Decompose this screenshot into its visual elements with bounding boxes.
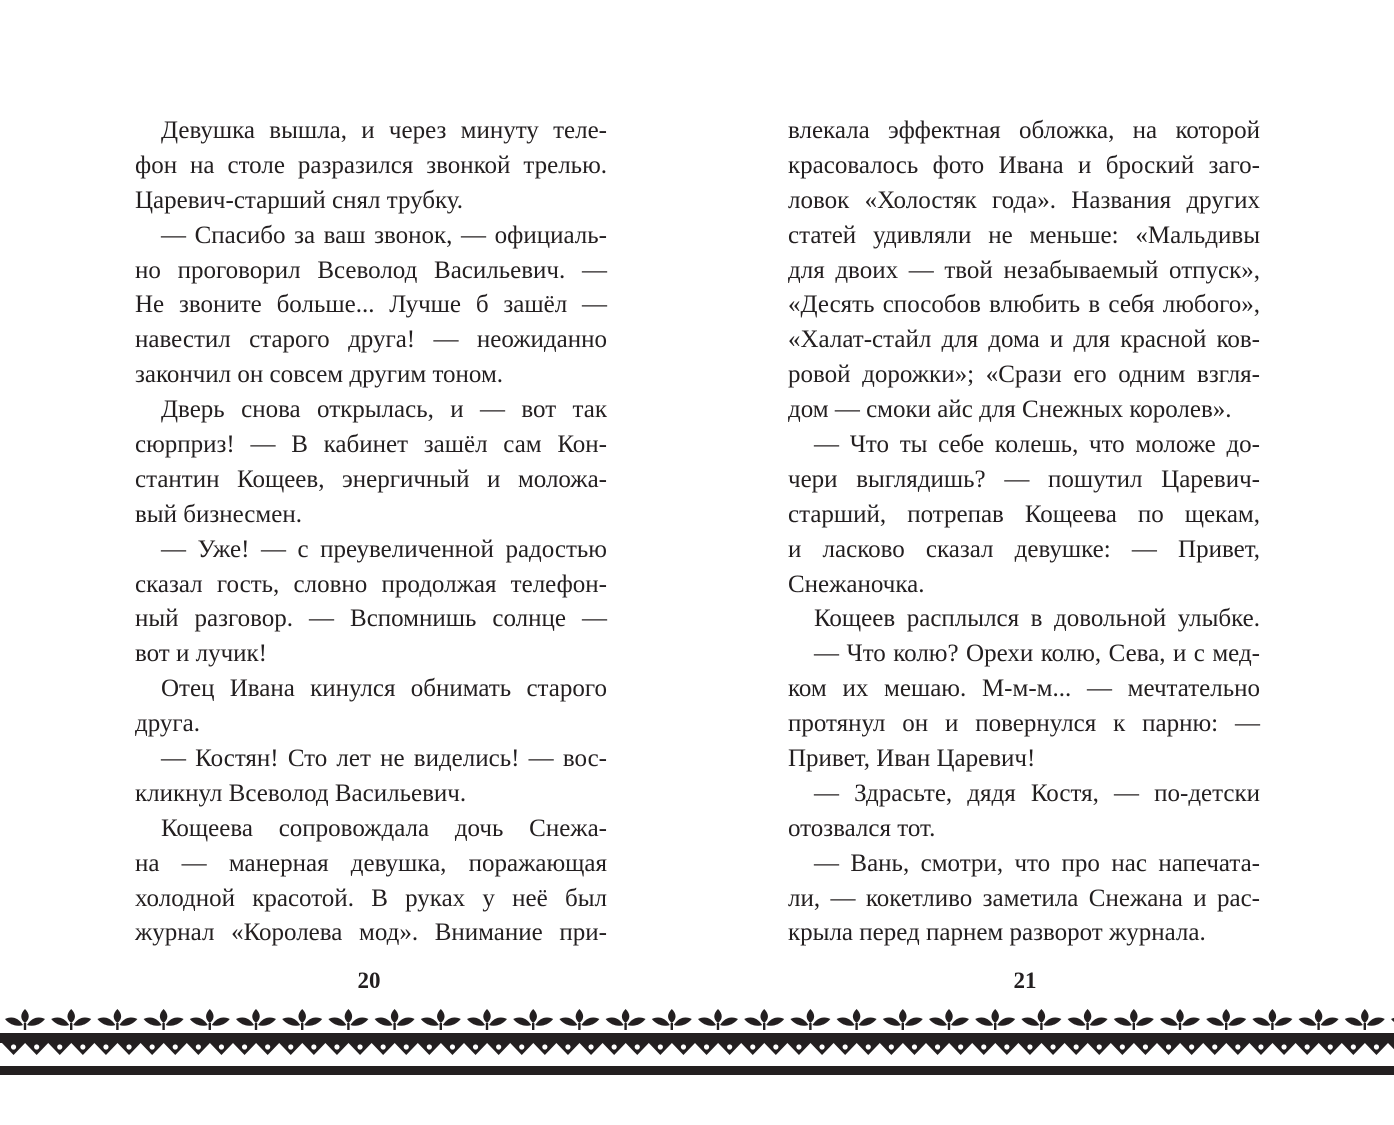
text-line: Снежаночка.	[788, 570, 925, 598]
ornament-dot	[1351, 1044, 1356, 1049]
text-line: Кощеев расплылся в довольной улыбке.	[814, 605, 1260, 633]
text-line: дом — смоки айс для Снежных королев».	[788, 396, 1232, 424]
ornament-dot	[242, 1044, 247, 1049]
ornament-dot	[612, 1044, 617, 1049]
ornament-dot	[473, 1044, 478, 1049]
text-line: сюрприз! — В кабинет зашёл сам Кон-	[135, 431, 607, 459]
ornament-dot	[889, 1044, 894, 1049]
text-line: Царевич-старший снял трубку.	[135, 186, 464, 214]
text-line: — Уже! — с преувеличенной радостью	[161, 535, 607, 563]
ornament-dot	[727, 1044, 732, 1049]
text-line: Отец Ивана кинулся обнимать старого	[161, 675, 607, 703]
leaf-motif	[5, 1009, 45, 1030]
ornament-dot	[1374, 1044, 1379, 1049]
text-line: — Что колю? Орехи колю, Сева, и с мед-	[814, 640, 1260, 668]
ornament-dot	[681, 1044, 686, 1049]
left-page-number: 20	[357, 968, 381, 993]
ornament-dot	[496, 1044, 501, 1049]
ornament-dot	[635, 1044, 640, 1049]
text-line: «Халат-стайл для дома и для красной ков-	[788, 326, 1260, 354]
ornament-dot	[981, 1044, 986, 1049]
ornament-dot	[196, 1044, 201, 1049]
text-line: старший, потрепав Кощеева по щекам,	[788, 500, 1260, 528]
text-line: и ласково сказал девушке: — Привет,	[788, 535, 1260, 563]
text-line: ли, — кокетливо заметила Снежана и рас-	[788, 884, 1260, 912]
text-line: ком их мешаю. М-м-м... — мечтательно	[788, 675, 1260, 703]
ornament-dot	[381, 1044, 386, 1049]
text-line: друга.	[135, 710, 200, 738]
leaf-motif	[1160, 1009, 1200, 1030]
text-line: — Спасибо за ваш звонок, — официаль-	[161, 221, 607, 249]
text-line: — Вань, смотри, что про нас напечата-	[814, 849, 1260, 877]
text-line: красовалось фото Ивана и броский заго-	[788, 151, 1260, 179]
text-line: навестил старого друга! — неожиданно	[135, 326, 607, 354]
right-page	[697, 0, 1394, 1000]
ornament-dot	[796, 1044, 801, 1049]
right-page-number: 21	[1013, 968, 1037, 993]
ornament-dot	[103, 1044, 108, 1049]
ornament-dot	[1328, 1044, 1333, 1049]
ornament-dot	[1235, 1044, 1240, 1049]
ornament-dot	[843, 1044, 848, 1049]
ornament-dot	[1166, 1044, 1171, 1049]
leaf-motif	[467, 1009, 507, 1030]
leaf-motif	[1068, 1009, 1108, 1030]
ornament-dot	[1004, 1044, 1009, 1049]
text-line: фон на столе разразился звонкой трелью.	[135, 151, 607, 179]
ornament-dot	[357, 1044, 362, 1049]
leaf-motif	[513, 1009, 553, 1030]
leaf-motif	[559, 1009, 599, 1030]
ornament-dot	[288, 1044, 293, 1049]
leaf-motif	[1114, 1009, 1154, 1030]
ornament-dot	[866, 1044, 871, 1049]
text-line: журнал «Королева мод». Внимание при-	[135, 919, 607, 947]
ornament-dot	[265, 1044, 270, 1049]
leaf-border-ornament	[0, 1003, 1394, 1083]
ornament-dot	[588, 1044, 593, 1049]
leaf-motif	[1021, 1009, 1061, 1030]
ornament-dot	[173, 1044, 178, 1049]
text-line: влекала эффектная обложка, на которой	[788, 117, 1260, 144]
text-line: вот и лучик!	[135, 640, 268, 668]
text-line: — Костян! Сто лет не виделись! — вос-	[161, 745, 607, 773]
leaf-motif	[929, 1009, 969, 1030]
leaf-motif	[97, 1009, 137, 1030]
leaf-motif	[1206, 1009, 1246, 1030]
ornament-dot	[404, 1044, 409, 1049]
leaf-motif	[328, 1009, 368, 1030]
ornament-dot	[1189, 1044, 1194, 1049]
leaf-motif	[606, 1009, 646, 1030]
text-line: Не звоните больше... Лучше б зашёл —	[135, 291, 607, 319]
ornament-dot	[773, 1044, 778, 1049]
ornament-dot	[1120, 1044, 1125, 1049]
left-page	[0, 0, 697, 1000]
ornament-dot	[565, 1044, 570, 1049]
ornament-dot	[219, 1044, 224, 1049]
ornament-dot	[334, 1044, 339, 1049]
text-line: отозвался тот.	[788, 814, 936, 842]
text-line: Девушка вышла, и через минуту теле-	[161, 117, 607, 144]
text-line: «Десять способов влюбить в себя любого»,	[788, 291, 1260, 319]
leaf-motif	[837, 1009, 877, 1030]
text-line: кликнул Всеволод Васильевич.	[135, 779, 467, 807]
ornament-bottom-rule	[0, 1066, 1394, 1075]
leaf-motif	[883, 1009, 923, 1030]
right-page-text	[788, 114, 1260, 951]
text-line: на — манерная девушка, поражающая	[135, 849, 607, 877]
leaf-motif	[975, 1009, 1015, 1030]
leaf-motif	[698, 1009, 738, 1030]
text-line: Кощеева сопровождала дочь Снежа-	[161, 814, 607, 842]
leaf-motif	[375, 1009, 415, 1030]
text-line: но проговорил Всеволод Васильевич. —	[135, 256, 607, 284]
leaf-motif	[144, 1009, 184, 1030]
ornament-dot	[126, 1044, 131, 1049]
text-line: закончил он совсем другим тоном.	[135, 361, 504, 389]
ornament-dot	[1027, 1044, 1032, 1049]
ornament-dot	[150, 1044, 155, 1049]
ornament-dot	[1050, 1044, 1055, 1049]
text-line: вый бизнесмен.	[135, 500, 302, 528]
ornament-dot	[704, 1044, 709, 1049]
text-line: Привет, Иван Царевич!	[788, 745, 1036, 773]
text-line: стантин Кощеев, энергичный и моложа-	[135, 465, 607, 493]
text-line: ровой дорожки»; «Срази его одним взгля-	[788, 361, 1260, 389]
text-line: — Здрасьте, дядя Костя, — по-детски	[814, 779, 1260, 807]
ornament-dot	[1074, 1044, 1079, 1049]
text-line: ный разговор. — Вспомнишь солнце —	[135, 605, 607, 633]
leaf-motif	[744, 1009, 784, 1030]
leaf-motif	[51, 1009, 91, 1030]
ornament-dot	[912, 1044, 917, 1049]
text-line: холодной красотой. В руках у неё был	[135, 884, 607, 912]
ornament-dot	[1305, 1044, 1310, 1049]
leaf-motif	[652, 1009, 692, 1030]
text-line: чери выглядишь? — пошутил Царевич-	[788, 465, 1260, 493]
ornament-dot	[1143, 1044, 1148, 1049]
ornament-dot	[450, 1044, 455, 1049]
ornament-dot	[11, 1044, 16, 1049]
ornament-dot	[935, 1044, 940, 1049]
ornament-dot	[1212, 1044, 1217, 1049]
text-line: ловок «Холостяк года». Названия других	[788, 186, 1260, 214]
leaf-motif	[1299, 1009, 1339, 1030]
text-line: крыла перед парнем разворот журнала.	[788, 919, 1206, 947]
ornament-dot	[1281, 1044, 1286, 1049]
leaf-motif	[1252, 1009, 1292, 1030]
leaf-motif	[236, 1009, 276, 1030]
leaf-motif	[1345, 1009, 1385, 1030]
text-line: Дверь снова открылась, и — вот так	[161, 396, 607, 424]
ornament-dot	[34, 1044, 39, 1049]
ornament-dot	[542, 1044, 547, 1049]
leaf-motif	[790, 1009, 830, 1030]
ornament-dot	[80, 1044, 85, 1049]
ornament-dot	[427, 1044, 432, 1049]
text-line: — Что ты себе колешь, что моложе до-	[814, 431, 1260, 459]
text-line: статей удивляли не меньше: «Мальдивы	[788, 221, 1260, 249]
ornament-dot	[519, 1044, 524, 1049]
leaf-motif	[190, 1009, 230, 1030]
text-line: сказал гость, словно продолжая телефон-	[135, 570, 607, 598]
ornament-triangle	[1388, 1043, 1394, 1055]
leaf-motif	[421, 1009, 461, 1030]
ornament-dot	[658, 1044, 663, 1049]
ornament-dot	[1258, 1044, 1263, 1049]
ornament-dot	[819, 1044, 824, 1049]
ornament-dot	[958, 1044, 963, 1049]
ornament-dot	[57, 1044, 62, 1049]
text-line: протянул он и повернулся к парню: —	[788, 710, 1260, 738]
ornament-dot	[750, 1044, 755, 1049]
text-line: для двоих — твой незабываемый отпуск»,	[788, 256, 1260, 284]
ornament-dot	[1097, 1044, 1102, 1049]
leaf-motif	[282, 1009, 322, 1030]
ornament-band	[0, 1033, 1394, 1043]
left-page-text	[135, 114, 607, 951]
ornament-dot	[311, 1044, 316, 1049]
